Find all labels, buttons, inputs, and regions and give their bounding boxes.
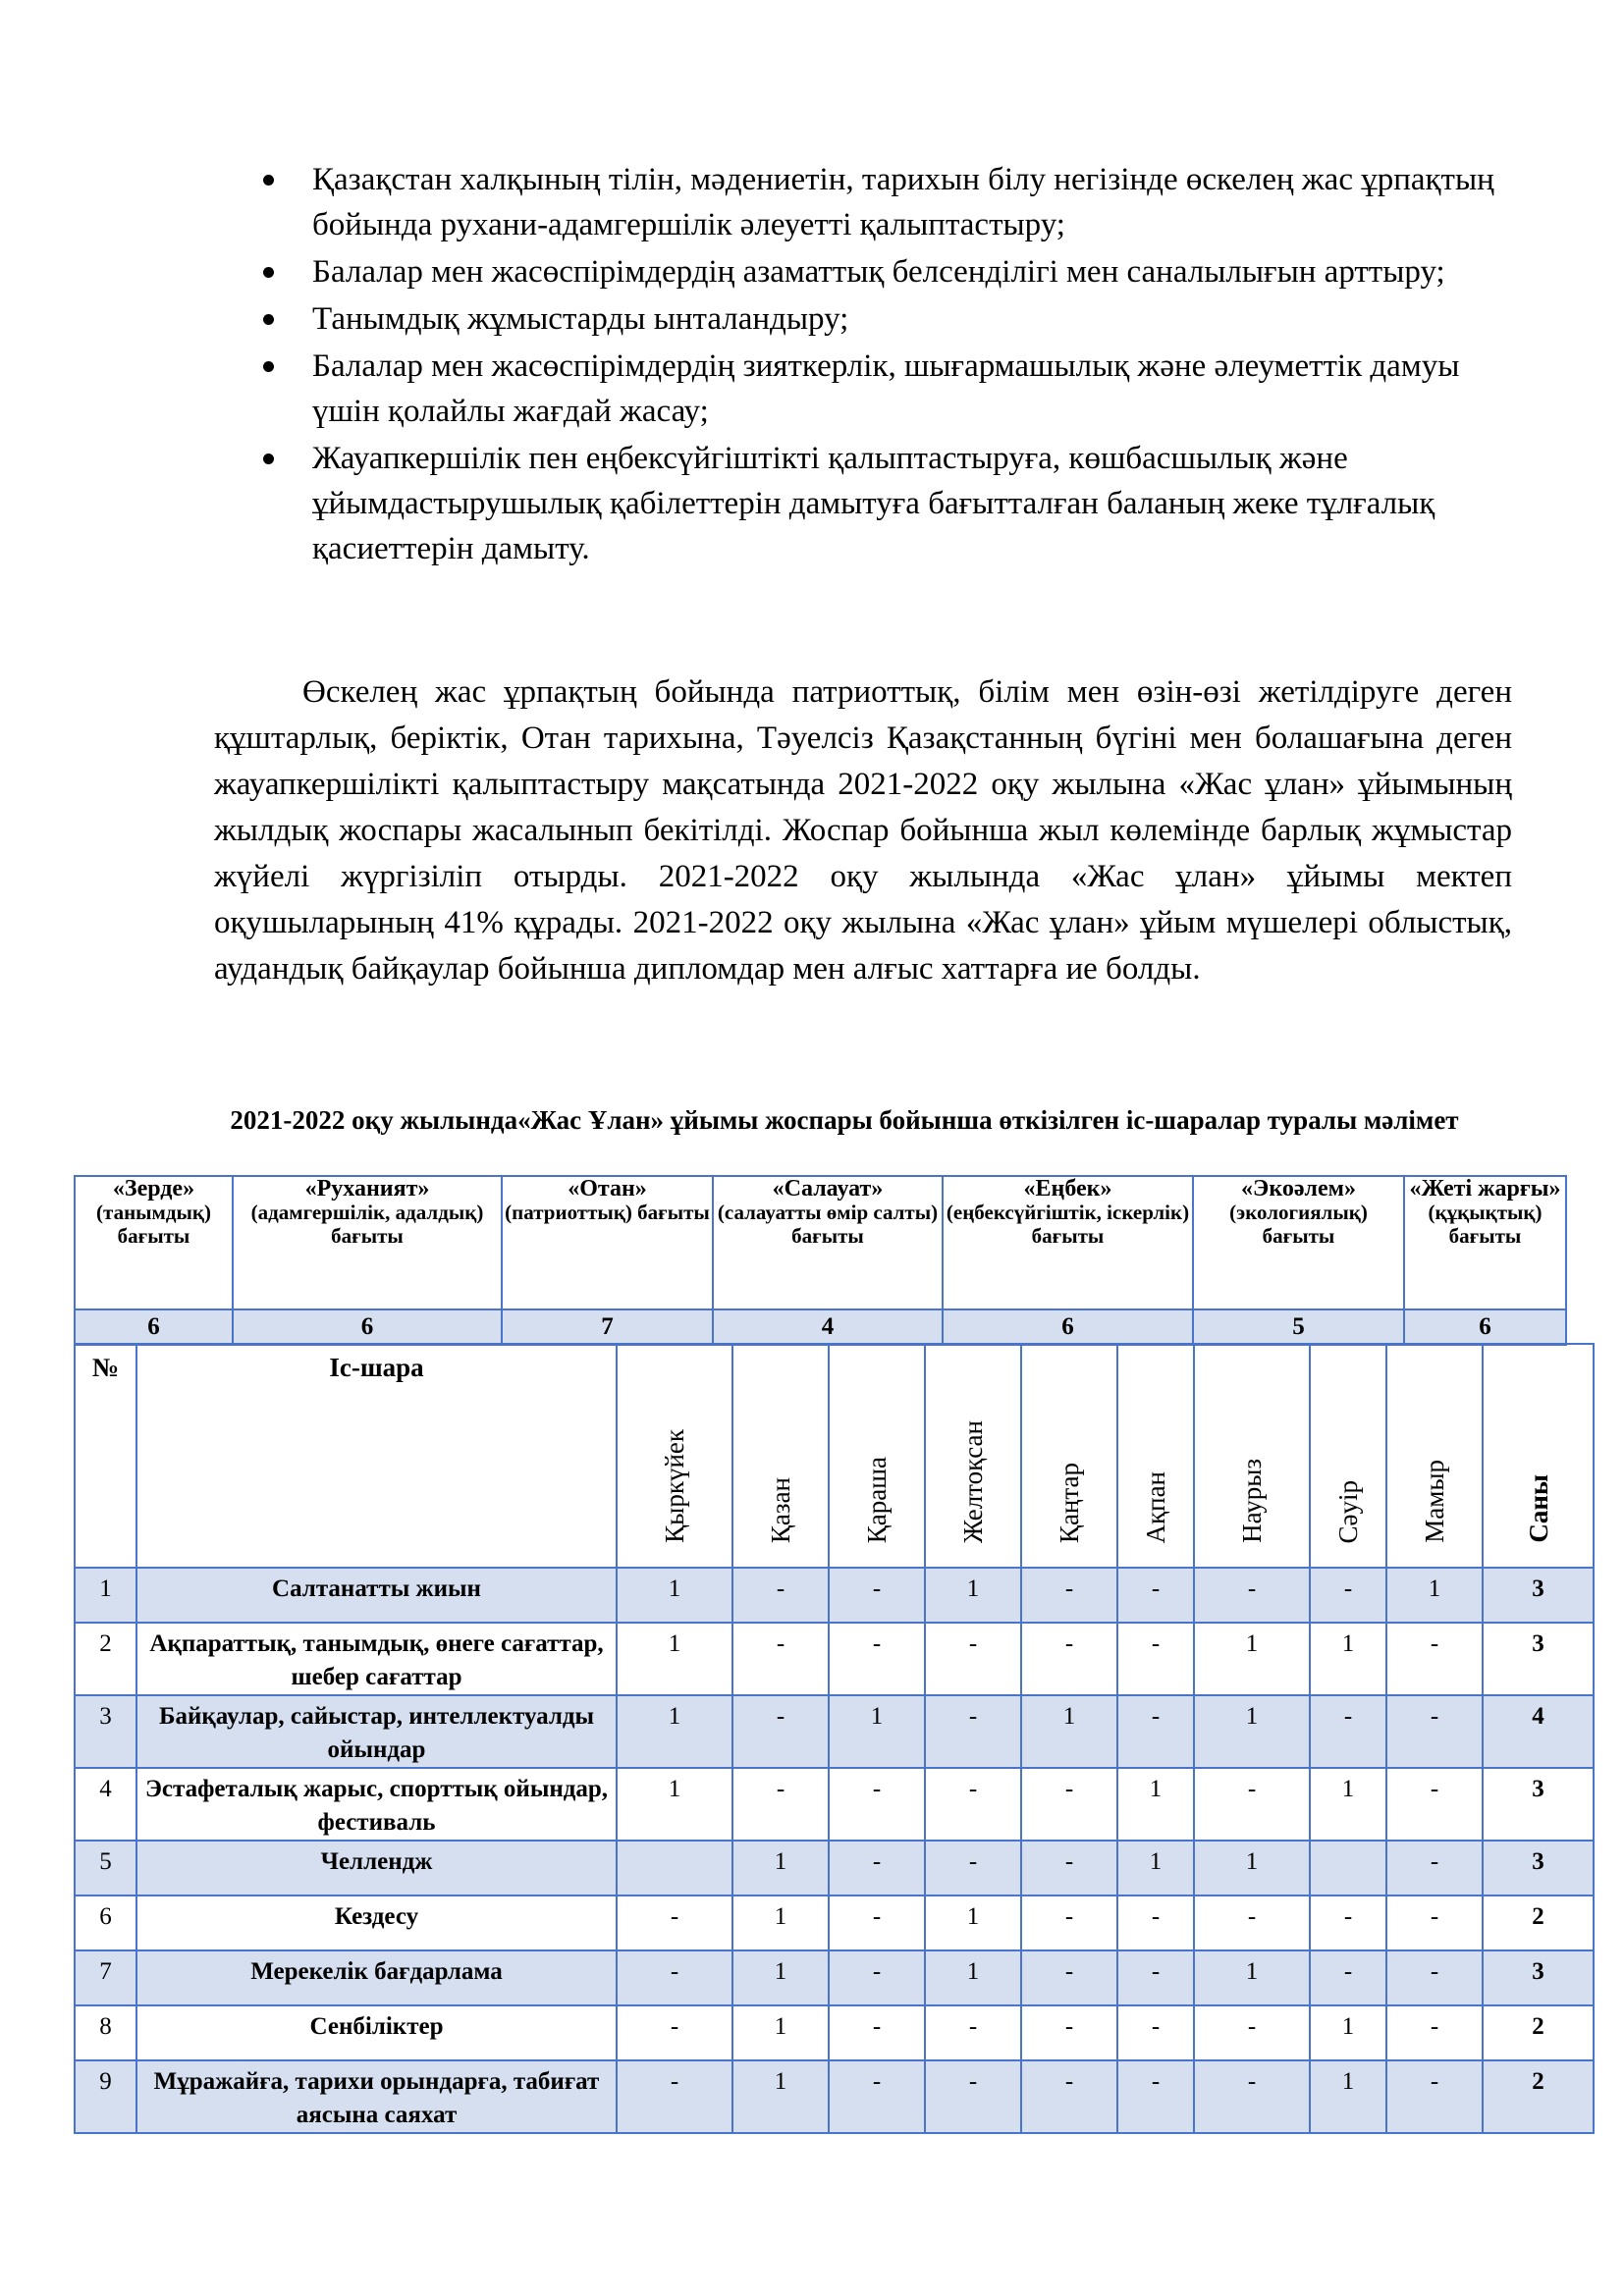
month-value: - bbox=[1386, 1623, 1483, 1695]
direction-sub: (экологиялық) бағыты bbox=[1229, 1201, 1368, 1248]
row-total: 4 bbox=[1483, 1695, 1594, 1768]
row-number: 7 bbox=[75, 1950, 136, 2005]
direction-cell bbox=[1404, 1176, 1566, 1309]
month-value: - bbox=[925, 1768, 1021, 1841]
direction-count: 6 bbox=[943, 1309, 1193, 1345]
bullet-icon bbox=[263, 454, 274, 464]
body-paragraph: Өскелең жас ұрпақтың бойында патриоттық, білім мен өзін-өзі жетілдіруге деген құштарлық, беріктік, Отан тарихына, Тәуелсіз Қазақстанның бүгіні мен болашағына деген жауапкершілікті қалыптастыру мақсатында 2021-2022 оқу жылына «Жас ұлан» ұйымының жылдық жоспары жасалынып бекітілді. Жоспар бойынша жыл көлемінде барлық жұмыстар жүйелі жүргізіліп отырды. 2021-2022 оқу жылында «Жас ұлан» ұйымы мектеп оқушыларының 41% құрады. 2021-2022 оқу жылына «Жас ұлан» ұйым мүшелері облыстық, аудандық байқаулар бойынша дипломдар мен алғыс хаттарға ие болды. bbox=[214, 674, 1512, 987]
month-header bbox=[617, 1344, 732, 1568]
direction-count: 6 bbox=[1404, 1309, 1566, 1345]
month-value: 1 bbox=[617, 1623, 732, 1695]
month-value: 1 bbox=[1021, 1695, 1117, 1768]
direction-sub: (еңбексүйгіштік, іскерлік) бағыты bbox=[946, 1201, 1190, 1248]
month-value: 1 bbox=[732, 2005, 829, 2060]
goal-text: Балалар мен жасөспірімдердің зияткерлік, шығармашылық және әлеуметтік дамуы үшін қолайлы жағдай жасау; bbox=[312, 348, 1460, 429]
month-value: 1 bbox=[1194, 1841, 1310, 1896]
bullet-icon bbox=[263, 314, 274, 325]
goal-item bbox=[257, 344, 1514, 434]
row-number: 2 bbox=[75, 1623, 136, 1695]
table-row bbox=[75, 1623, 1594, 1695]
month-value: 1 bbox=[925, 1896, 1021, 1950]
month-value: - bbox=[1021, 2005, 1117, 2060]
row-total: 3 bbox=[1483, 1841, 1594, 1896]
month-label: Қараша bbox=[862, 1456, 892, 1543]
month-value bbox=[1310, 1841, 1386, 1896]
goal-text: Қазақстан халқының тілін, мәдениетін, тарихын білу негізінде өскелең жас ұрпақтың бойында рухани-адамгершілік әлеуетті қалыптастыру; bbox=[312, 162, 1494, 242]
goals-list bbox=[257, 157, 1514, 573]
row-total: 2 bbox=[1483, 1896, 1594, 1950]
month-value: - bbox=[1021, 2060, 1117, 2133]
month-value: - bbox=[617, 2005, 732, 2060]
month-label: Мамыр bbox=[1420, 1460, 1449, 1543]
row-total: 2 bbox=[1483, 2060, 1594, 2133]
direction-sub: (патриоттық) бағыты bbox=[505, 1201, 710, 1224]
total-header bbox=[1483, 1344, 1594, 1568]
month-value: - bbox=[617, 1896, 732, 1950]
month-value: - bbox=[732, 1568, 829, 1623]
month-value: - bbox=[1310, 1950, 1386, 2005]
month-value: - bbox=[1021, 1768, 1117, 1841]
month-value: 1 bbox=[732, 1950, 829, 2005]
month-label: Қыркүйек bbox=[660, 1429, 689, 1543]
month-value: 1 bbox=[1310, 1623, 1386, 1695]
bullet-icon bbox=[263, 361, 274, 372]
row-total: 3 bbox=[1483, 1768, 1594, 1841]
month-label: Қаңтар bbox=[1055, 1462, 1084, 1543]
goal-item bbox=[257, 249, 1514, 294]
event-name: Эстафеталық жарыс, спорттық ойындар, фестиваль bbox=[136, 1768, 617, 1841]
month-header bbox=[1117, 1344, 1194, 1568]
goal-text: Жауапкершілік пен еңбексүйгіштікті қалыптастыруға, көшбасшылық және ұйымдастырушылық қабілеттерін дамытуға бағытталған баланың жеке тұлғалық қасиеттерін дамыту. bbox=[312, 441, 1435, 566]
month-value: - bbox=[1021, 1623, 1117, 1695]
goal-text: Балалар мен жасөспірімдердің азаматтық белсенділігі мен саналылығын арттыру; bbox=[312, 254, 1445, 290]
events-header-row bbox=[75, 1344, 1594, 1568]
month-value: - bbox=[1021, 1950, 1117, 2005]
direction-count: 6 bbox=[233, 1309, 502, 1345]
row-total: 3 bbox=[1483, 1568, 1594, 1623]
table-caption: 2021-2022 оқу жылында«Жас Ұлан» ұйымы жоспары бойынша өткізілген іс-шаралар туралы мәлімет bbox=[230, 1105, 1459, 1135]
month-label: Наурыз bbox=[1237, 1459, 1267, 1543]
month-value: 1 bbox=[829, 1695, 925, 1768]
month-value bbox=[617, 1841, 732, 1896]
month-value: - bbox=[925, 2060, 1021, 2133]
direction-cell bbox=[233, 1176, 502, 1309]
month-value: - bbox=[1021, 1896, 1117, 1950]
table-row bbox=[75, 1841, 1594, 1896]
month-value: 1 bbox=[617, 1768, 732, 1841]
month-value: 1 bbox=[1194, 1950, 1310, 2005]
table-row bbox=[75, 2005, 1594, 2060]
direction-counts-row bbox=[75, 1309, 1566, 1345]
event-name: Салтанатты жиын bbox=[136, 1568, 617, 1623]
direction-count: 5 bbox=[1193, 1309, 1404, 1345]
month-label: Ақпан bbox=[1141, 1470, 1170, 1543]
events-table bbox=[74, 1343, 1595, 2134]
month-value: - bbox=[1117, 1568, 1194, 1623]
event-header: Іс-шара bbox=[136, 1344, 617, 1568]
month-value: - bbox=[925, 1841, 1021, 1896]
month-value: - bbox=[1386, 1695, 1483, 1768]
month-value: - bbox=[1117, 1950, 1194, 2005]
month-value: - bbox=[1386, 1841, 1483, 1896]
month-value: 1 bbox=[732, 1841, 829, 1896]
month-value: - bbox=[1310, 1896, 1386, 1950]
number-header: № bbox=[75, 1344, 136, 1568]
month-value: 1 bbox=[925, 1950, 1021, 2005]
month-value: - bbox=[1194, 1568, 1310, 1623]
month-value: - bbox=[1386, 1768, 1483, 1841]
month-header bbox=[829, 1344, 925, 1568]
month-value: - bbox=[1117, 1695, 1194, 1768]
table-row bbox=[75, 1695, 1594, 1768]
direction-name: «Руханият» bbox=[304, 1176, 430, 1201]
goal-item bbox=[257, 436, 1514, 571]
month-value: 1 bbox=[1310, 2060, 1386, 2133]
direction-count: 6 bbox=[75, 1309, 233, 1345]
month-label: Желтоқсан bbox=[958, 1419, 988, 1543]
row-number: 5 bbox=[75, 1841, 136, 1896]
month-value: - bbox=[1117, 2005, 1194, 2060]
month-label: Қазан bbox=[766, 1476, 795, 1543]
month-value: - bbox=[1194, 1768, 1310, 1841]
direction-sub: (танымдық) бағыты bbox=[96, 1201, 211, 1248]
month-value: - bbox=[1021, 1568, 1117, 1623]
month-value: 1 bbox=[732, 2060, 829, 2133]
month-value: - bbox=[925, 2005, 1021, 2060]
direction-cell bbox=[1193, 1176, 1404, 1309]
month-header bbox=[1310, 1344, 1386, 1568]
row-number: 9 bbox=[75, 2060, 136, 2133]
month-label: Сәуір bbox=[1333, 1479, 1363, 1543]
month-value: - bbox=[829, 1768, 925, 1841]
month-value: 1 bbox=[1310, 2005, 1386, 2060]
goal-text: Танымдық жұмыстарды ынталандыру; bbox=[312, 301, 849, 337]
month-value: - bbox=[732, 1623, 829, 1695]
month-value: - bbox=[829, 2005, 925, 2060]
direction-name: «Зерде» bbox=[112, 1176, 195, 1201]
row-number: 8 bbox=[75, 2005, 136, 2060]
month-value: 1 bbox=[1194, 1623, 1310, 1695]
direction-sub: (салауатты өмір салты) бағыты bbox=[717, 1201, 939, 1248]
month-header bbox=[732, 1344, 829, 1568]
direction-sub: (адамгершілік, адалдық) бағыты bbox=[250, 1201, 484, 1248]
event-name: Мұражайға, тарихи орындарға, табиғат аясына саяхат bbox=[136, 2060, 617, 2133]
direction-sub: (құқықтық) бағыты bbox=[1428, 1201, 1543, 1248]
row-number: 6 bbox=[75, 1896, 136, 1950]
month-header bbox=[1021, 1344, 1117, 1568]
month-value: - bbox=[617, 2060, 732, 2133]
directions-row bbox=[75, 1176, 1566, 1309]
row-total: 2 bbox=[1483, 2005, 1594, 2060]
month-header bbox=[925, 1344, 1021, 1568]
month-header bbox=[1194, 1344, 1310, 1568]
month-value: 1 bbox=[732, 1896, 829, 1950]
row-number: 1 bbox=[75, 1568, 136, 1623]
month-value: - bbox=[1194, 1896, 1310, 1950]
direction-cell bbox=[943, 1176, 1193, 1309]
month-value: 1 bbox=[1117, 1768, 1194, 1841]
month-value: - bbox=[1386, 2060, 1483, 2133]
table-row bbox=[75, 2060, 1594, 2133]
event-name: Сенбіліктер bbox=[136, 2005, 617, 2060]
month-value: 1 bbox=[1310, 1768, 1386, 1841]
direction-count: 7 bbox=[502, 1309, 713, 1345]
event-name: Ақпараттық, танымдық, өнеге сағаттар, шебер сағаттар bbox=[136, 1623, 617, 1695]
month-value: 1 bbox=[617, 1695, 732, 1768]
month-value: - bbox=[617, 1950, 732, 2005]
month-value: 1 bbox=[1386, 1568, 1483, 1623]
table-row bbox=[75, 1896, 1594, 1950]
month-value: - bbox=[829, 1623, 925, 1695]
month-value: 1 bbox=[1117, 1841, 1194, 1896]
direction-name: «Отан» bbox=[568, 1176, 647, 1201]
row-total: 3 bbox=[1483, 1623, 1594, 1695]
month-value: - bbox=[829, 1950, 925, 2005]
table-row bbox=[75, 1950, 1594, 2005]
month-value: - bbox=[829, 2060, 925, 2133]
bullet-icon bbox=[263, 175, 274, 186]
total-label: Саны bbox=[1523, 1474, 1553, 1543]
event-name: Байқаулар, сайыстар, интеллектуалды ойындар bbox=[136, 1695, 617, 1768]
month-value: - bbox=[732, 1695, 829, 1768]
month-value: - bbox=[1117, 1896, 1194, 1950]
direction-name: «Жеті жарғы» bbox=[1409, 1176, 1561, 1201]
direction-cell bbox=[502, 1176, 713, 1309]
month-value: - bbox=[925, 1623, 1021, 1695]
month-value: 1 bbox=[925, 1568, 1021, 1623]
direction-name: «Экоәлем» bbox=[1241, 1176, 1356, 1201]
event-name: Кездесу bbox=[136, 1896, 617, 1950]
month-value: - bbox=[1386, 2005, 1483, 2060]
direction-count: 4 bbox=[713, 1309, 943, 1345]
month-value: - bbox=[1117, 1623, 1194, 1695]
row-number: 3 bbox=[75, 1695, 136, 1768]
month-value: - bbox=[1386, 1950, 1483, 2005]
bullet-icon bbox=[263, 267, 274, 278]
table-row bbox=[75, 1568, 1594, 1623]
direction-cell bbox=[713, 1176, 943, 1309]
direction-name: «Еңбек» bbox=[1023, 1176, 1112, 1201]
month-value: - bbox=[829, 1841, 925, 1896]
month-header bbox=[1386, 1344, 1483, 1568]
month-value: - bbox=[829, 1896, 925, 1950]
event-name: Челлендж bbox=[136, 1841, 617, 1896]
month-value: 1 bbox=[617, 1568, 732, 1623]
goal-item bbox=[257, 157, 1514, 247]
month-value: - bbox=[829, 1568, 925, 1623]
month-value: - bbox=[1310, 1695, 1386, 1768]
month-value: - bbox=[1117, 2060, 1194, 2133]
month-value: - bbox=[1386, 1896, 1483, 1950]
month-value: - bbox=[1194, 2005, 1310, 2060]
goal-item bbox=[257, 296, 1514, 342]
row-total: 3 bbox=[1483, 1950, 1594, 2005]
direction-cell bbox=[75, 1176, 233, 1309]
month-value: - bbox=[732, 1768, 829, 1841]
event-name: Мерекелік бағдарлама bbox=[136, 1950, 617, 2005]
direction-name: «Салауат» bbox=[772, 1176, 884, 1201]
row-number: 4 bbox=[75, 1768, 136, 1841]
month-value: - bbox=[1194, 2060, 1310, 2133]
directions-table bbox=[74, 1175, 1567, 1346]
month-value: - bbox=[925, 1695, 1021, 1768]
month-value: - bbox=[1310, 1568, 1386, 1623]
month-value: - bbox=[1021, 1841, 1117, 1896]
table-row bbox=[75, 1768, 1594, 1841]
month-value: 1 bbox=[1194, 1695, 1310, 1768]
